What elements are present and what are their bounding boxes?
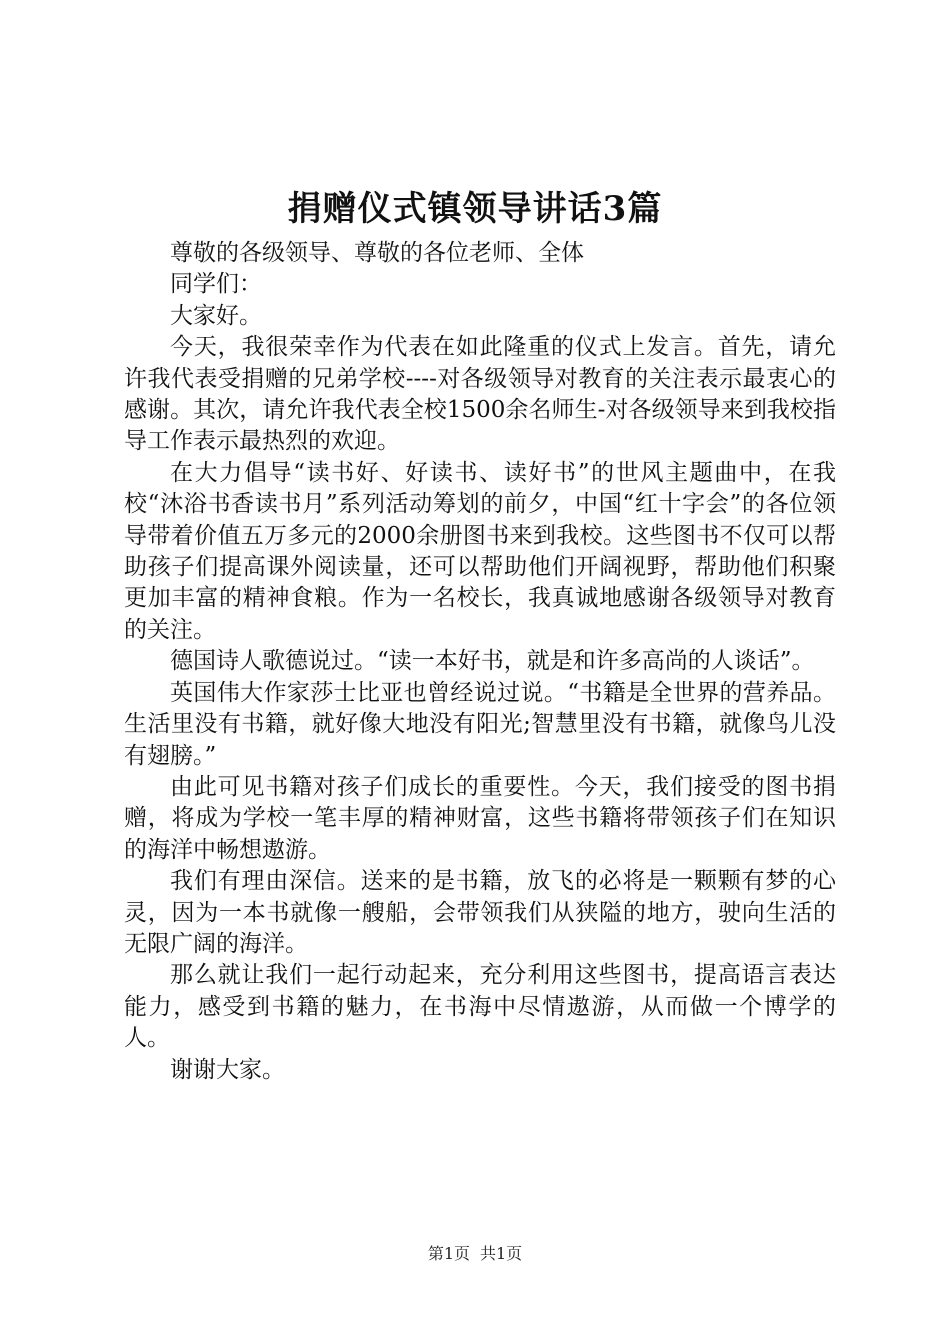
body-paragraph: 在大力倡导“读书好、好读书、读好书”的世风主题曲中，在我校“沐浴书香读书月”系列活动筹划的前夕，中国“红十字会”的各位领导带着价值五万多元的2000余册图书来到我校。这些图书不仅可以帮助孩子们提高课外阅读量，还可以帮助他们开阔视野，帮助他们积聚更加丰富的精神食粮。作为一名校长，我真诚地感谢各级领导对教育的关注。 xyxy=(124,459,836,643)
body-paragraph: 英国伟大作家莎士比亚也曾经说过说。“书籍是全世界的营养品。生活里没有书籍，就好像大地没有阳光;智慧里没有书籍，就像鸟儿没有翅膀。” xyxy=(124,679,836,769)
document-body xyxy=(124,238,836,1086)
page-number: 第1页 xyxy=(427,1244,470,1263)
page-footer xyxy=(0,1243,950,1265)
document-title: 捐赠仪式镇领导讲话3篇 xyxy=(287,189,663,229)
body-paragraph: 今天，我很荣幸作为代表在如此隆重的仪式上发言。首先，请允许我代表受捐赠的兄弟学校----对各级领导对教育的关注表示最衷心的感谢。其次，请允许我代表全校1500余名师生-对各级领导来到我校指导工作表示最热烈的欢迎。 xyxy=(124,334,836,455)
body-paragraph: 德国诗人歌德说过。“读一本好书，就是和许多高尚的人谈话”。 xyxy=(170,648,815,675)
greeting-paragraph: 大家好。 xyxy=(170,302,262,329)
body-paragraph: 我们有理由深信。送来的是书籍，放飞的必将是一颗颗有梦的心灵，因为一本书就像一艘船，会带领我们从狭隘的地方，驶向生活的无限广阔的海洋。 xyxy=(124,868,836,957)
closing-paragraph: 谢谢大家。 xyxy=(170,1056,285,1083)
salutation-line-1: 尊敬的各级领导、尊敬的各位老师、全体 xyxy=(170,240,584,266)
page-total: 共1页 xyxy=(480,1244,523,1263)
salutation-line-2: 同学们： xyxy=(170,271,262,298)
body-paragraph: 由此可见书籍对孩子们成长的重要性。今天，我们接受的图书捐赠，将成为学校一笔丰厚的精神财富，这些书籍将带领孩子们在知识的海洋中畅想遨游。 xyxy=(124,773,836,863)
body-paragraph: 那么就让我们一起行动起来，充分利用这些图书，提高语言表达能力，感受到书籍的魅力，在书海中尽情遨游，从而做一个博学的人。 xyxy=(124,962,836,1052)
